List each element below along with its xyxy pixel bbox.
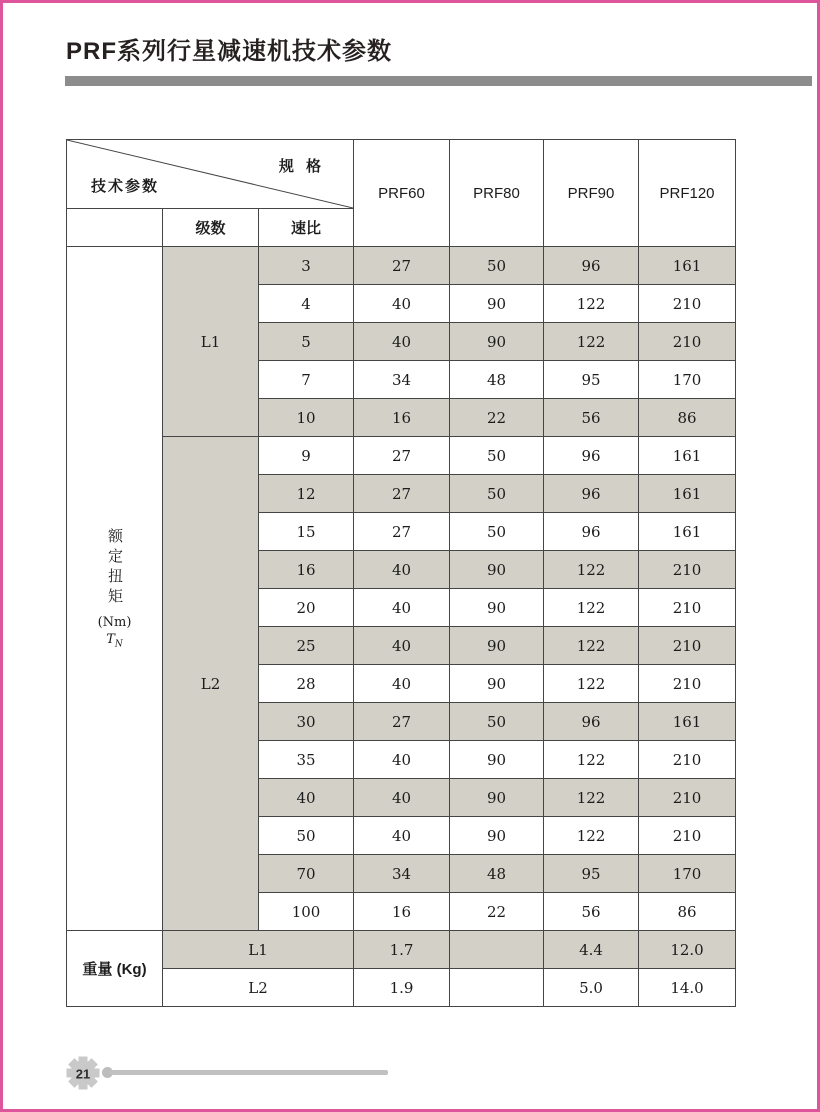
ratio-cell: 3 xyxy=(259,247,354,285)
value-cell: 40 xyxy=(354,627,450,665)
ratio-cell: 30 xyxy=(259,703,354,741)
value-cell: 122 xyxy=(544,817,639,855)
blank-header-cell xyxy=(67,209,163,247)
ratio-cell: 12 xyxy=(259,475,354,513)
value-cell: 210 xyxy=(639,665,736,703)
torque-label-vertical: 额定扭矩 xyxy=(106,527,123,608)
value-cell: 34 xyxy=(354,855,450,893)
ratio-cell: 5 xyxy=(259,323,354,361)
value-cell: 4.4 xyxy=(544,931,639,969)
value-cell: 90 xyxy=(450,779,544,817)
value-cell: 170 xyxy=(639,361,736,399)
value-cell: 90 xyxy=(450,741,544,779)
corner-label-params: 技术参数 xyxy=(91,178,160,195)
value-cell xyxy=(450,969,544,1007)
value-cell: 210 xyxy=(639,551,736,589)
ratio-cell: 20 xyxy=(259,589,354,627)
value-cell: 122 xyxy=(544,285,639,323)
value-cell: 48 xyxy=(450,361,544,399)
value-cell: 14.0 xyxy=(639,969,736,1007)
torque-unit: (Nm) xyxy=(97,614,132,630)
column-header-prf80: PRF80 xyxy=(450,140,544,247)
value-cell: 210 xyxy=(639,779,736,817)
value-cell: 122 xyxy=(544,551,639,589)
value-cell: 96 xyxy=(544,513,639,551)
value-cell: 50 xyxy=(450,475,544,513)
footer-decorative-line xyxy=(110,1070,388,1075)
value-cell: 1.9 xyxy=(354,969,450,1007)
value-cell xyxy=(450,931,544,969)
value-cell: 96 xyxy=(544,475,639,513)
ratio-cell: 15 xyxy=(259,513,354,551)
weight-stage-l1: L1 xyxy=(163,931,354,969)
value-cell: 90 xyxy=(450,627,544,665)
value-cell: 161 xyxy=(639,513,736,551)
value-cell: 86 xyxy=(639,399,736,437)
ratio-cell: 100 xyxy=(259,893,354,931)
header-row xyxy=(67,140,736,209)
value-cell: 210 xyxy=(639,627,736,665)
subheader-stage: 级数 xyxy=(163,209,259,247)
value-cell: 50 xyxy=(450,437,544,475)
value-cell: 1.7 xyxy=(354,931,450,969)
value-cell: 210 xyxy=(639,589,736,627)
ratio-cell: 4 xyxy=(259,285,354,323)
value-cell: 96 xyxy=(544,703,639,741)
value-cell: 56 xyxy=(544,893,639,931)
value-cell: 50 xyxy=(450,513,544,551)
column-header-prf60: PRF60 xyxy=(354,140,450,247)
value-cell: 90 xyxy=(450,551,544,589)
value-cell: 96 xyxy=(544,437,639,475)
value-cell: 16 xyxy=(354,399,450,437)
value-cell: 34 xyxy=(354,361,450,399)
value-cell: 50 xyxy=(450,703,544,741)
value-cell: 161 xyxy=(639,703,736,741)
value-cell: 16 xyxy=(354,893,450,931)
value-cell: 12.0 xyxy=(639,931,736,969)
value-cell: 27 xyxy=(354,247,450,285)
ratio-cell: 10 xyxy=(259,399,354,437)
value-cell: 40 xyxy=(354,741,450,779)
value-cell: 86 xyxy=(639,893,736,931)
page-number-gear-icon xyxy=(61,1051,105,1095)
ratio-cell: 40 xyxy=(259,779,354,817)
ratio-cell: 35 xyxy=(259,741,354,779)
stage-cell-l2: L2 xyxy=(163,437,259,931)
value-cell: 40 xyxy=(354,779,450,817)
column-header-prf90: PRF90 xyxy=(544,140,639,247)
value-cell: 40 xyxy=(354,285,450,323)
weight-label-cell: 重量 (Kg) xyxy=(67,931,163,1007)
table-row xyxy=(67,437,736,475)
value-cell: 22 xyxy=(450,893,544,931)
spec-table xyxy=(66,139,736,1007)
value-cell: 5.0 xyxy=(544,969,639,1007)
value-cell: 210 xyxy=(639,285,736,323)
value-cell: 170 xyxy=(639,855,736,893)
value-cell: 90 xyxy=(450,323,544,361)
table-row-weight xyxy=(67,931,736,969)
column-header-prf120: PRF120 xyxy=(639,140,736,247)
table-row-weight xyxy=(67,969,736,1007)
page-number: 21 xyxy=(75,1066,91,1082)
table-row xyxy=(67,247,736,285)
value-cell: 122 xyxy=(544,589,639,627)
value-cell: 90 xyxy=(450,665,544,703)
ratio-cell: 70 xyxy=(259,855,354,893)
value-cell: 210 xyxy=(639,817,736,855)
value-cell: 27 xyxy=(354,475,450,513)
value-cell: 122 xyxy=(544,665,639,703)
title-underline-bar xyxy=(65,76,812,86)
stage-cell-l1: L1 xyxy=(163,247,259,437)
value-cell: 90 xyxy=(450,285,544,323)
value-cell: 161 xyxy=(639,247,736,285)
value-cell: 27 xyxy=(354,703,450,741)
ratio-cell: 16 xyxy=(259,551,354,589)
value-cell: 90 xyxy=(450,589,544,627)
torque-symbol: $T_N$ xyxy=(106,631,123,650)
page-title: PRF系列行星减速机技术参数 xyxy=(66,38,392,65)
value-cell: 40 xyxy=(354,817,450,855)
table-corner-cell xyxy=(67,140,354,209)
ratio-cell: 50 xyxy=(259,817,354,855)
value-cell: 161 xyxy=(639,437,736,475)
ratio-cell: 7 xyxy=(259,361,354,399)
value-cell: 210 xyxy=(639,741,736,779)
value-cell: 27 xyxy=(354,437,450,475)
value-cell: 56 xyxy=(544,399,639,437)
value-cell: 95 xyxy=(544,361,639,399)
value-cell: 40 xyxy=(354,589,450,627)
value-cell: 40 xyxy=(354,551,450,589)
subheader-ratio: 速比 xyxy=(259,209,354,247)
ratio-cell: 28 xyxy=(259,665,354,703)
value-cell: 161 xyxy=(639,475,736,513)
value-cell: 96 xyxy=(544,247,639,285)
value-cell: 122 xyxy=(544,779,639,817)
value-cell: 95 xyxy=(544,855,639,893)
value-cell: 48 xyxy=(450,855,544,893)
corner-label-spec: 规 格 xyxy=(278,158,326,175)
value-cell: 50 xyxy=(450,247,544,285)
value-cell: 122 xyxy=(544,627,639,665)
value-cell: 40 xyxy=(354,665,450,703)
ratio-cell: 25 xyxy=(259,627,354,665)
weight-stage-l2: L2 xyxy=(163,969,354,1007)
value-cell: 22 xyxy=(450,399,544,437)
value-cell: 122 xyxy=(544,741,639,779)
value-cell: 27 xyxy=(354,513,450,551)
value-cell: 40 xyxy=(354,323,450,361)
ratio-cell: 9 xyxy=(259,437,354,475)
value-cell: 90 xyxy=(450,817,544,855)
torque-label-cell xyxy=(67,247,163,931)
value-cell: 122 xyxy=(544,323,639,361)
value-cell: 210 xyxy=(639,323,736,361)
